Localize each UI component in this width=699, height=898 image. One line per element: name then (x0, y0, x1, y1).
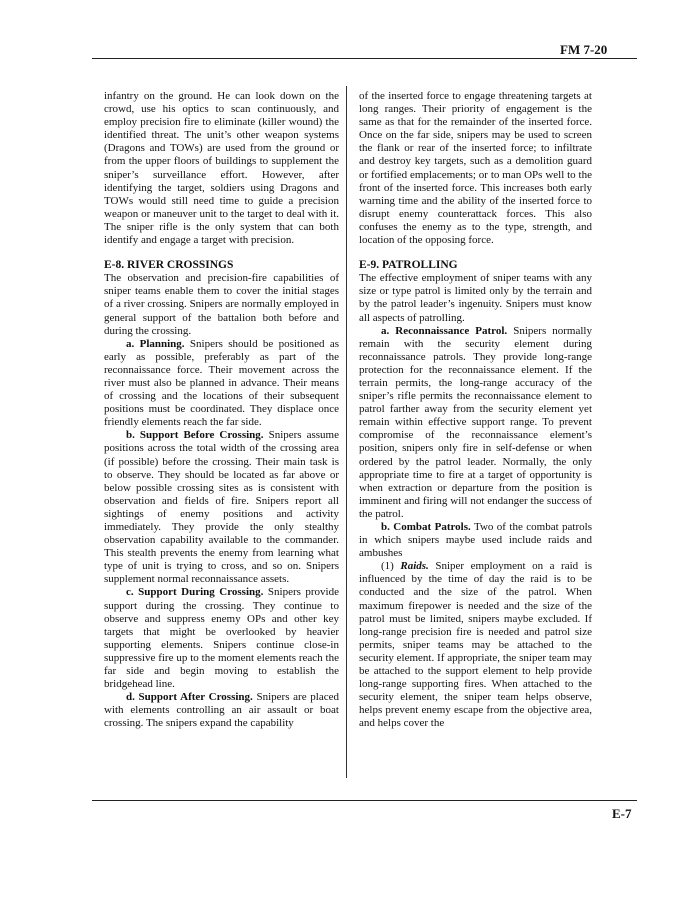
e8-item-c-label: c. Support During Crossing. (126, 586, 264, 599)
e9-item-a (359, 325, 592, 521)
e8-item-a-text: Snipers should be positioned as early as possible, preferably as part of the reconnaissance force. Their movement across the river must also be planned in advance. Their means of crossing and the locations of their subsequent positions must be coordinated. They displace once friendly elements reach the far side. (104, 337, 340, 429)
column-divider (346, 86, 347, 778)
bottom-rule (92, 800, 637, 801)
e8-item-b (104, 429, 339, 586)
e9-item-a-text: Snipers normally remain with the security element during reconnaissance patrols. They provide long-range protection for the reconnaissance element. If the terrain permits, the long-range accuracy of the sniper’s rifle permits the reconnaissance element to patrol farther away from the security element yet remain within effective support range. To prevent compromise of the reconnaissance element’s position, snipers only fire in self-defense or when ordered by the patrol leader. Normally, the only appropriate time to fire at a target of opportunity is when extraction or departure from the position is imminent and firing will not endanger the success of the patrol. (359, 324, 592, 520)
e8-item-d-label: d. Support After Crossing. (126, 691, 253, 704)
right-column (359, 90, 592, 731)
e9-item-a-label: a. Reconnaissance Patrol. (381, 324, 508, 337)
right-paragraph-1: of the inserted force to engage threatening targets at long ranges. Their priority of engagement is the same as that for the remainder of the inserted force. Once on the far side, snipers may be used to screen the flank or rear of the inserted force; to infiltrate and destroy key targets, such as a demolition guard or fortified emplacements; or to man OPs well to the front of the inserted force. This increases both early warning time and the ability of the inserted force to disrupt enemy counterattack forces. This also confuses the enemy as to the type, strength, and location of the opposing force. (359, 90, 592, 247)
e8-item-d (104, 691, 339, 730)
page-number: E-7 (612, 806, 632, 821)
e9-item-b-label: b. Combat Patrols. (381, 521, 471, 533)
left-paragraph-1: infantry on the ground. He can look down on the crowd, use his optics to scan continuously, and employ precision fire to eliminate (killer wound) the identified threat. The unit’s other weapon systems (Dragons and TOWs) are used from the ground or from the upper floors of buildings to supplement the sniper’s surveillance effort. However, after identifying the target, soldiers using Dragons and TOWs would still need time to guide a precision weapon or maneuver unit to the target to deal with it. The sniper rifle is the only system that can both identify and engage a target with precision. (104, 90, 339, 247)
e9-intro: The effective employment of sniper teams with any size or type patrol is limited only by the terrain and by the patrol leader’s ingenuity. Snipers must know all aspects of patrolling. (359, 272, 592, 324)
left-column (104, 90, 339, 731)
e8-item-b-label: b. Support Before Crossing. (126, 429, 264, 442)
page-header: FM 7-20 (560, 42, 608, 57)
e8-item-a-label: a. Planning. (126, 337, 185, 350)
e9-item-b1-text: Sniper employment on a raid is influenced by the time of day the raid is to be conducted and the size of the patrol. When maximum firepower is needed and the size of the patrol must be limited, snipers maybe excluded. If long-range precision fire is needed and patrol size permits, sniper teams may be attached to the security element. If appropriate, the sniper team may be attached to the support element to help provide long-range supporting fires. When attached to the security element, the sniper team helps observe, helps prevent enemy escape from the objective area, and helps cover the (359, 560, 593, 730)
e9-item-b1-label: Raids. (400, 560, 429, 573)
e9-item-b-text: Two of the combat patrols in which snipers maybe used include raids and ambushes (359, 521, 592, 560)
top-rule (92, 58, 637, 59)
section-heading-e9: E-9. PATROLLING (359, 259, 458, 272)
e9-item-b (359, 521, 592, 560)
section-heading-e8: E-8. RIVER CROSSINGS (104, 259, 234, 272)
e8-intro: The observation and precision-fire capabilities of sniper teams enable them to cover the initial stages of a river crossing. Snipers are normally employed in general support of the battalion both before and during the crossing. (104, 272, 339, 337)
e8-item-d-text: Snipers are placed with elements controlling an air assault or boat crossing. The snipers expand the capability (104, 691, 339, 730)
e8-item-a (104, 338, 339, 430)
e9-item-b1-number: (1) (381, 560, 401, 573)
e8-item-c-text: Snipers provide support during the crossing. They continue to observe and suppress enemy OPs and other key targets that might be overlooked by heavier supporting elements. Snipers continue close-in suppressive fire up to the moment elements reach the far side and begin moving to establish the bridgehead line. (104, 586, 339, 691)
e8-item-b-text: Snipers assume positions across the total width of the crossing area (if possible) before the crossing. Their main task is to observe. They should be located as far above or below possible crossing sites as is consistent with observation and fields of fire. Snipers report all sightings of enemy positions and activity immediately. They provide the only stealthy observation capability available to the commander. This stealth prevents the enemy from learning what type of unit is trying to cross, and so on. Snipers supplement normal reconnaissance assets. (104, 429, 339, 586)
e9-item-b1 (359, 560, 592, 730)
e8-item-c (104, 586, 339, 691)
